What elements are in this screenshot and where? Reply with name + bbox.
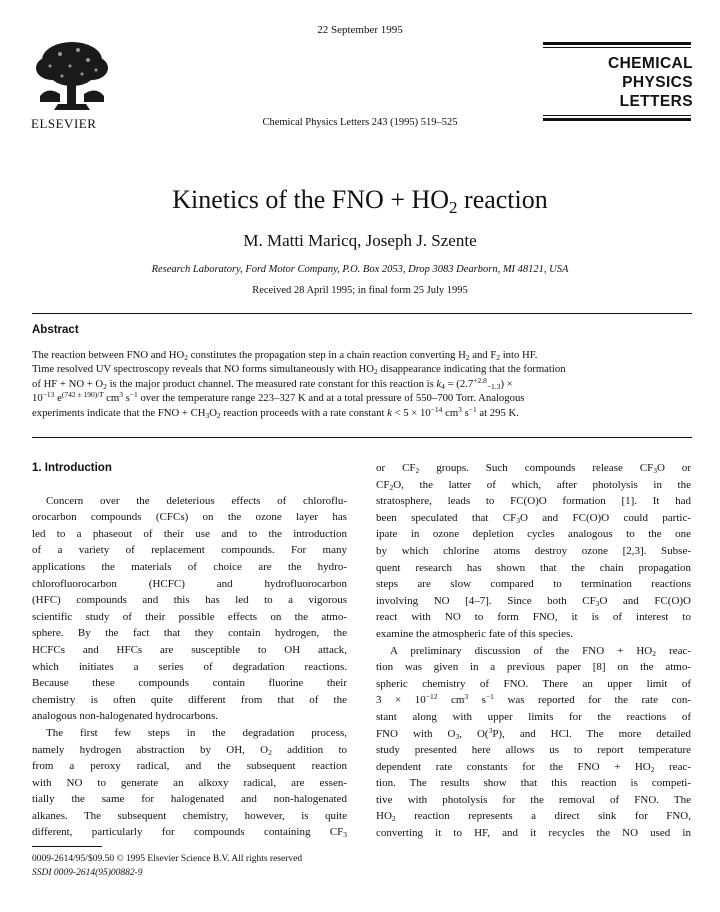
masthead-rule-top-thin xyxy=(543,47,691,48)
masthead-rule-bottom xyxy=(543,118,691,121)
author-affiliation: Research Laboratory, Ford Motor Company, P.O. Box 2053, Drop 3083 Dearborn, MI 48121, USA xyxy=(151,264,569,275)
received-dates: Received 28 April 1995; in final form 25 July 1995 xyxy=(252,285,468,296)
abstract-rule-bottom xyxy=(32,437,692,438)
ssdi-line: SSDI 0009-2614(95)00882-9 xyxy=(32,868,143,878)
copyright-line: 0009-2614/95/$09.50 © 1995 Elsevier Science B.V. All rights reserved xyxy=(32,854,303,864)
body-column-left: 1. Introduction Concern over the deleterious effects of chloroflu- orocarbon compounds (CFCs) on the ozone layer has led to a phaseout of their use and to the introduction of a variety of replacement compounds. For many applications the materials of choice are the hydro- chlorofluorocarbon (HCFC) and hydrofluorocarbon (HFC) compounds and this has led to a vigorous scientific study of their possible effects on the atmo- sphere. By the fact that they contain hydrogen, the HCFCs and HFCs are susceptible to OH attack, which initiates a series of degradation reactions. Because these compounds contain fluorine their chemistry is often quite different from that of the analogous non-halogenated hydrocarbons. The first few steps in the degradation process, namely hydrogen abstraction by OH, $O_2$ addition to from a peroxy radical, and the subsequent reaction with NO to generate an alkoxy radical, are essen- tially the same for halogenated and non-halogenated alkanes. The subsequent chemistry, however, is quite different, particularly for compounds containing $CF_3$ xyxy=(32,462,347,840)
abstract-heading: Abstract xyxy=(32,324,79,336)
journal-name-line-1: CHEMICAL xyxy=(608,55,693,72)
article-authors: M. Matti Maricq, Joseph J. Szente xyxy=(243,231,477,250)
masthead-rule-bottom-thin xyxy=(543,115,691,116)
journal-citation: Chemical Physics Letters 243 (1995) 519–525 xyxy=(262,117,458,128)
publisher-name: ELSEVIER xyxy=(31,116,97,131)
masthead-rule-top xyxy=(543,42,691,45)
abstract-rule-top xyxy=(32,313,692,314)
article-title: Kinetics of the FNO + $HO_2$ reaction xyxy=(172,185,548,217)
footer-rule xyxy=(32,846,102,847)
issue-date: 22 September 1995 xyxy=(317,24,403,36)
abstract-text: The reaction between FNO and $HO_2$ constitutes the propagation step in a chain reaction converting $H_2$ and $F_2$ into HF. Time resolved UV spectroscopy reveals that NO forms simultaneously with $HO_2$ disappearance indicating that the formation of HF + NO + $O_2$ is the major product channel. The measured rate constant for this reaction is $k_4 = (2.7^{+2.8}_{-1.3})$ × $10^{-13}$ $e^{(742 \pm 190)/T}$ $cm^3$ $s^{-1}$ over the temperature range 223–327 K and at a total pressure of 550–700 Torr. Analogous experiments indicate that the FNO + $CH_3O_2$ reaction proceeds with a rate constant $k < 5 \times 10^{-14}$ $cm^3$ $s^{-1}$ at 295 K. xyxy=(32,349,566,420)
journal-name-line-2: PHYSICS xyxy=(622,74,693,91)
section-heading: 1. Introduction xyxy=(32,462,112,474)
elsevier-tree-logo xyxy=(30,38,114,114)
body-column-right: or $CF_2$ groups. Such compounds release $CF_3O$ or $CF_2O$, the latter of which, after photolysis in the stratosphere, leads to FC(O)O formation [1]. It had been speculated that $CF_3O$ and FC(O)O could partic- ipate in ozone depletion cycles analogous to the one by which chlorine atoms destroy ozone [2,3]. Subse- quent research has shown that the chain propagation steps are slow compared to termination reactions involving NO [4–7]. Since both $CF_3O$ and FC(O)O react with NO to form FNO, it is of interest to examine the atmospheric fate of this species. A preliminary discussion of the FNO + $HO_2$ reac- tion was given in a previous paper [8] on the atmo- spheric chemistry of FNO. There an upper limit of $3 \times 10^{-12}$ $cm^3$ $s^{-1}$ was reported for the rate con- stant along with upper limits for the reactions of FNO with $O_3$, O($^3$P), and HCl. The more detailed study presented here allows us to report temperature dependent rate constants for the FNO + $HO_2$ reac- tion. The results show that this reaction is competi- tive with photolysis for the removal of FNO. The $HO_2$ reaction represents a direct sink for FNO, converting it to HF, and it recycles the NO used in xyxy=(376,462,691,840)
journal-name-line-3: LETTERS xyxy=(619,93,693,110)
